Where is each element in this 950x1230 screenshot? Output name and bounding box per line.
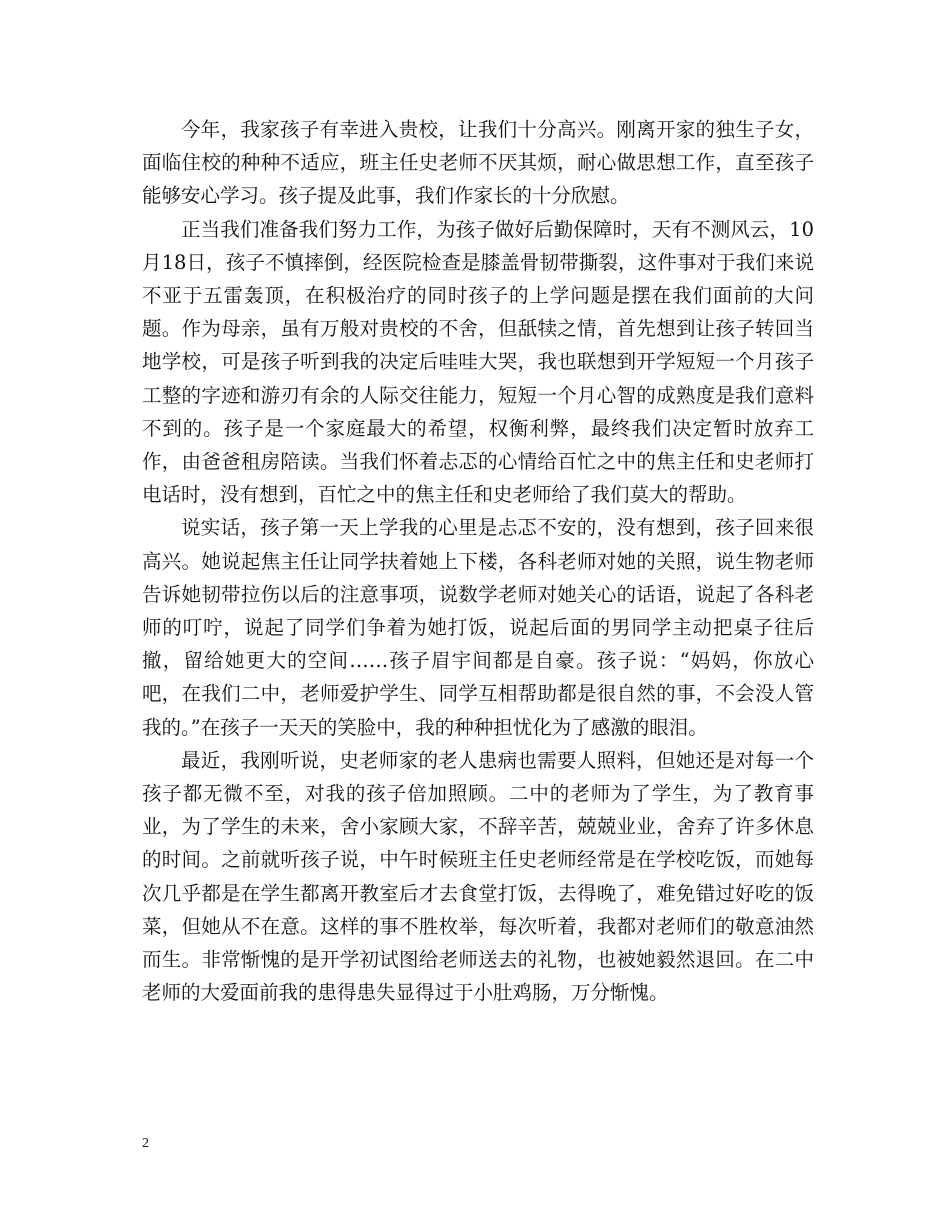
- paragraph-4: 最近，我刚听说，史老师家的老人患病也需要人照料，但她还是对每一个孩子都无微不至，对我的孩子倍加照顾。二中的老师为了学生，为了教育事业，为了学生的未来，舍小家顾大家，不辞辛苦，兢兢业业，舍弃了许多休息的时间。之前就听孩子说，中午时候班主任史老师经常是在学校吃饭，而她每次几乎都是在学生都离开教室后才去食堂打饭，去得晚了，难免错过好吃的饭菜，但她从不在意。这样的事不胜枚举，每次听着，我都对老师们的敬意油然而生。非常惭愧的是开学初试图给老师送去的礼物，也被她毅然退回。在二中老师的大爱面前我的患得患失显得过于小肚鸡肠，万分惭愧。: [142, 748, 814, 1005]
- document-body: [142, 113, 814, 1009]
- page-number: 2: [142, 1136, 149, 1151]
- paragraph-3: 说实话，孩子第一天上学我的心里是忐忑不安的，没有想到，孩子回来很高兴。她说起焦主任让同学扶着她上下楼，各科老师对她的关照，说生物老师告诉她韧带拉伤以后的注意事项，说数学老师对她关心的话语，说起了各科老师的叮咛，说起了同学们争着为她打饭，说起后面的男同学主动把桌子往后撤，留给她更大的空间……孩子眉宇间都是自豪。孩子说：“妈妈，你放心吧，在我们二中，老师爱护学生、同学互相帮助都是很自然的事，不会没人管我的。”在孩子一天天的笑脸中，我的种种担忧化为了感激的眼泪。: [142, 516, 814, 739]
- paragraph-1: 今年，我家孩子有幸进入贵校，让我们十分高兴。刚离开家的独生子女，面临住校的种种不适应，班主任史老师不厌其烦，耐心做思想工作，直至孩子能够安心学习。孩子提及此事，我们作家长的十分欣慰。: [142, 118, 814, 208]
- paragraph-2: 正当我们准备我们努力工作，为孩子做好后勤保障时，天有不测风云，10月18日，孩子不慎摔倒，经医院检查是膝盖骨韧带撕裂，这件事对于我们来说不亚于五雷轰顶，在积极治疗的同时孩子的上学问题是摆在我们面前的大问题。作为母亲，虽有万般对贵校的不舍，但舐犊之情，首先想到让孩子转回当地学校，可是孩子听到我的决定后哇哇大哭，我也联想到开学短短一个月孩子工整的字迹和游刃有余的人际交往能力，短短一个月心智的成熟度是我们意料不到的。孩子是一个家庭最大的希望，权衡利弊，最终我们决定暂时放弃工作，由爸爸租房陪读。当我们怀着忐忑的心情给百忙之中的焦主任和史老师打电话时，没有想到，百忙之中的焦主任和史老师给了我们莫大的帮助。: [142, 217, 814, 507]
